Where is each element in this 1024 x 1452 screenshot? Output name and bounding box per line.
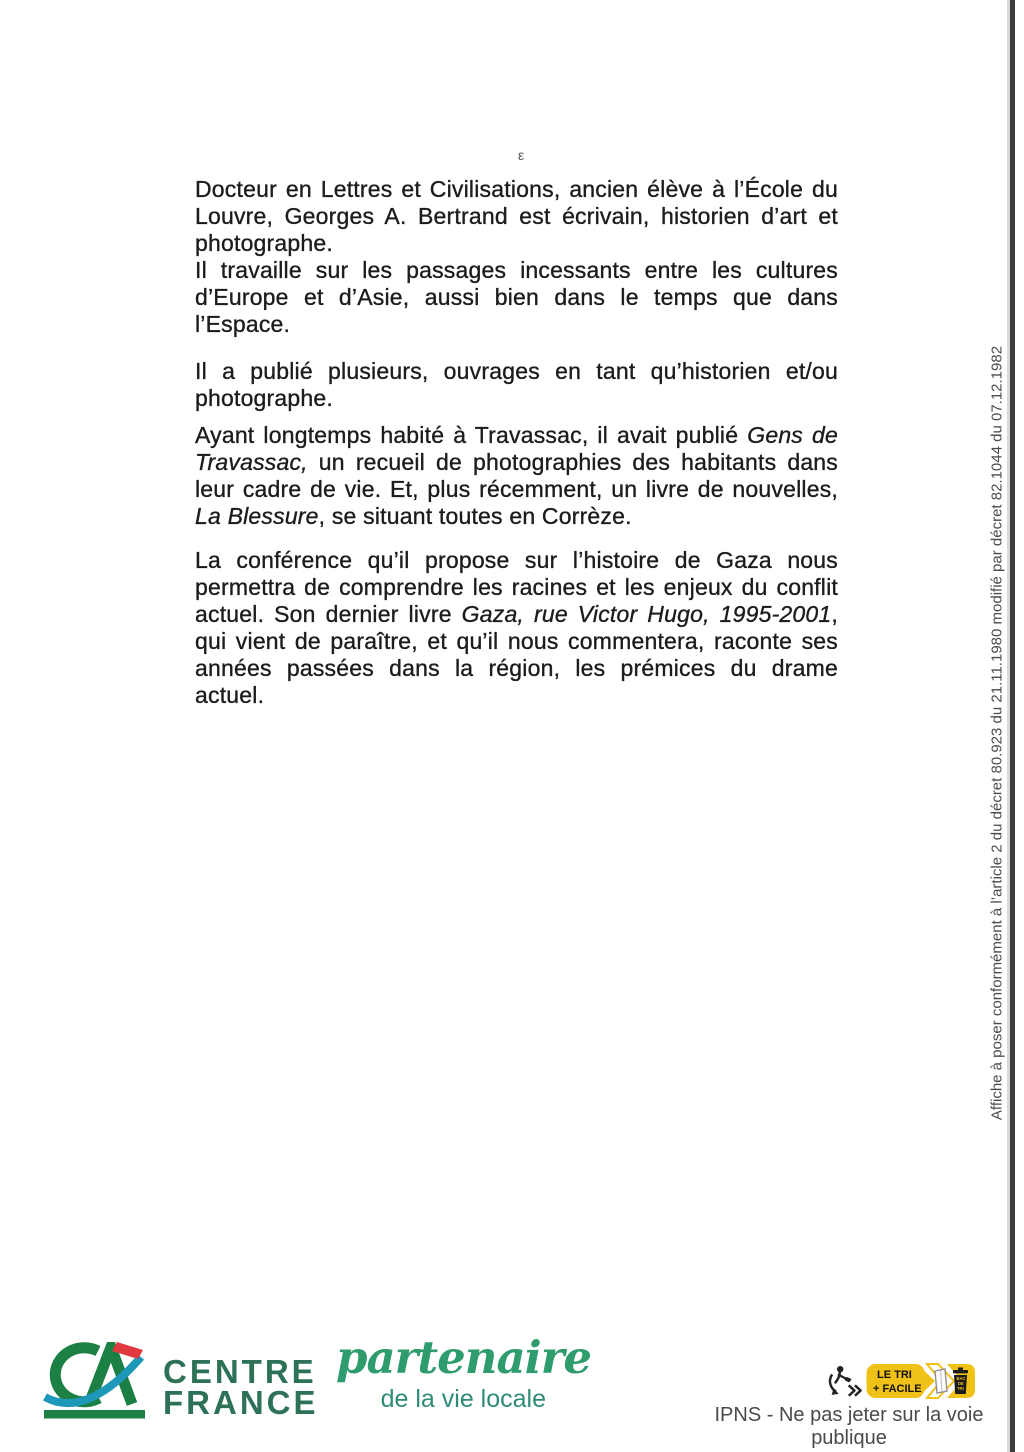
slogan-sub-text: de la vie locale xyxy=(380,1385,546,1413)
text-run: , qui vient de paraître, et qu’il nous commentera, raconte ses années passées dans la région, les prémices du drame actuel. xyxy=(195,601,838,708)
tri-facile-badge xyxy=(865,1361,977,1401)
paragraph-conference xyxy=(195,547,838,709)
stray-scan-mark: ε xyxy=(518,147,525,163)
book-title-gens-de-travassac: Gens de Travassac, xyxy=(195,422,838,475)
bin-label-line2: DE xyxy=(958,1381,964,1386)
paragraph-work: Il travaille sur les passages incessants entre les cultures d’Europe et d’Asie, aussi bien dans le temps que dans l’Espace. xyxy=(195,257,838,337)
bank-name-line1: CENTRE xyxy=(163,1353,317,1390)
text-run: , se situant toutes en Corrèze. xyxy=(318,503,632,529)
triman-recycling-icon xyxy=(825,1363,863,1401)
credit-agricole-logo-icon xyxy=(40,1342,150,1424)
bank-name-line2: FRANCE xyxy=(163,1384,319,1421)
scan-edge-line xyxy=(1010,0,1015,1452)
slogan-block xyxy=(336,1331,592,1414)
leaflet-icon xyxy=(935,1369,947,1393)
bank-name xyxy=(163,1353,319,1421)
bin-label-line1: BAC xyxy=(956,1376,966,1381)
legal-side-note: Affiche à poser conformément à l’article 2 du décret 80.923 du 21.11.1980 modifié par décret 82.1044 du 07.12.1982 xyxy=(988,345,1006,1121)
text-run: La conférence qu’il propose sur l’histoire de Gaza nous permettra de comprendre les racines et les enjeux du conflit actuel. Son dernier livre xyxy=(195,547,838,627)
slogan-script-text: partenaire xyxy=(336,1331,592,1384)
text-run: un recueil de photographies des habitants dans leur cadre de vie. Et, plus récemment, un livre de nouvelles, xyxy=(195,449,838,502)
paragraph-intro: Docteur en Lettres et Civilisations, ancien élève à l’École du Louvre, Georges A. Bertrand est écrivain, historien d’art et photographe. xyxy=(195,176,838,256)
tri-badge-line1: LE TRI xyxy=(877,1369,912,1381)
paragraph-publications: Il a publié plusieurs, ouvrages en tant qu’historien et/ou photographe. xyxy=(195,358,838,411)
sorting-bin-icon xyxy=(953,1368,968,1395)
text-run: Ayant longtemps habité à Travassac, il avait publié xyxy=(195,422,748,448)
book-title-la-blessure: La Blessure xyxy=(195,503,319,529)
book-title-gaza-rue-victor-hugo: Gaza, rue Victor Hugo, 1995-2001 xyxy=(461,601,832,627)
bin-label-line3: TRI xyxy=(957,1386,964,1391)
main-text-block xyxy=(195,176,838,709)
paragraph-travassac xyxy=(195,422,838,530)
tri-badge-line2: + FACILE xyxy=(873,1383,922,1395)
ipns-notice: IPNS - Ne pas jeter sur la voie publique xyxy=(714,1404,984,1449)
